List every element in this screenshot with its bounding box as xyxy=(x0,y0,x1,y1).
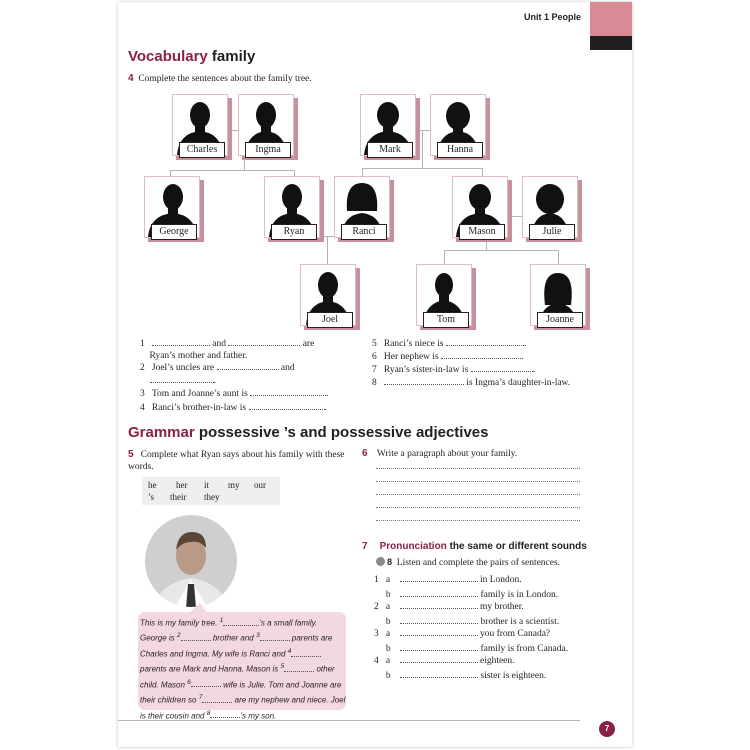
person-tom xyxy=(416,264,472,326)
unit-title: Unit 1 People xyxy=(524,12,582,22)
vocab-item-8: 8 is Ingma’s daughter-in-law. xyxy=(372,378,571,388)
name-ryan: Ryan xyxy=(271,224,317,240)
answer-blank[interactable] xyxy=(152,337,210,346)
answer-blank[interactable] xyxy=(400,627,478,636)
name-joel: Joel xyxy=(307,312,353,328)
vocab-item-4: 4 Ranci’s brother-in-law is . xyxy=(140,403,327,413)
name-tom: Tom xyxy=(423,312,469,328)
word-box-item: he xyxy=(148,480,157,490)
grammar-heading-rest: possessive ’s and possessive adjectives xyxy=(194,424,489,441)
answer-blank[interactable] xyxy=(217,361,279,370)
person-ryan xyxy=(264,176,320,238)
answer-blank[interactable] xyxy=(400,654,478,663)
answer-blank[interactable] xyxy=(400,600,478,609)
grammar-heading-highlight: Grammar xyxy=(128,424,195,441)
person-mark xyxy=(360,94,416,156)
word-box-item: my xyxy=(228,480,240,490)
grammar-q5-instruction: Complete what Ryan says about his family with these words. xyxy=(128,450,345,472)
person-julie xyxy=(522,176,578,238)
writing-line[interactable] xyxy=(376,520,580,521)
pronunciation-pair-4: 4 a eighteen. b sister is eighteen. xyxy=(374,656,547,681)
word-box xyxy=(142,477,280,505)
word-box-item: it xyxy=(204,480,210,490)
person-mason xyxy=(452,176,508,238)
answer-blank[interactable] xyxy=(400,573,478,582)
name-george: George xyxy=(151,224,197,240)
vocabulary-heading xyxy=(128,48,255,65)
word-box-item: their xyxy=(170,492,187,502)
vocab-item-1: 1 and are Ryan’s mother and father. xyxy=(140,339,315,361)
footer-rule xyxy=(118,720,580,721)
vocab-item-2: 2 Joel’s uncles are and . xyxy=(140,363,295,386)
answer-blank[interactable] xyxy=(384,376,464,385)
grammar-q6-instruction: Write a paragraph about your family. xyxy=(376,449,518,459)
pronunciation-pair-1: 1 a in London. b family is in London. xyxy=(374,575,559,600)
vocab-instruction xyxy=(128,73,312,85)
person-hanna xyxy=(430,94,486,156)
answer-blank[interactable] xyxy=(400,669,478,678)
speech-bubble-tail xyxy=(188,603,208,614)
answer-blank[interactable] xyxy=(210,709,240,718)
word-box-item: they xyxy=(204,492,220,502)
vocabulary-heading-highlight: Vocabulary xyxy=(128,48,208,65)
writing-line[interactable] xyxy=(376,481,580,482)
answer-blank[interactable] xyxy=(202,694,232,703)
answer-blank[interactable] xyxy=(228,337,300,346)
vocab-item-7: 7 Ryan’s sister-in-law is . xyxy=(372,365,536,375)
header-color-block xyxy=(590,2,632,36)
answer-blank[interactable] xyxy=(284,663,314,672)
pronunciation-pair-2: 2 a my brother. b brother is a scientist. xyxy=(374,602,560,627)
answer-blank[interactable] xyxy=(260,632,290,641)
name-ranci: Ranci xyxy=(341,224,387,240)
answer-blank[interactable] xyxy=(400,615,478,624)
vocab-item-6: 6 Her nephew is . xyxy=(372,352,524,362)
answer-blank[interactable] xyxy=(471,363,533,372)
pronunciation-pair-3: 3 a you from Canada? b family is from Canada. xyxy=(374,629,569,654)
word-box-item: ’s xyxy=(148,492,155,502)
name-charles: Charles xyxy=(179,142,225,158)
vocabulary-heading-rest: family xyxy=(207,48,256,65)
answer-blank[interactable] xyxy=(191,678,221,687)
answer-blank[interactable] xyxy=(291,648,321,657)
name-julie: Julie xyxy=(529,224,575,240)
grammar-q5: 5 Complete what Ryan says about his family with these words. xyxy=(128,449,345,472)
answer-blank[interactable] xyxy=(441,350,521,359)
ryan-paragraph: This is my family tree. $^1$ ’s a small family. George is $^2$ brother and $^3$ parents are Charles and Ingma. My wife is Ranci and $^4$ parents are Mark and Hanna. Mason is $^5$ other child. Mason $^6$ wife is Julie. Tom and Joanne are their children so $^7$ are my nephew and niece. Joel is their cousin and $^8$ ’s my son. xyxy=(140,617,346,721)
vocab-question-number: 4 xyxy=(128,73,134,84)
person-joel xyxy=(300,264,356,326)
name-joanne: Joanne xyxy=(537,312,583,328)
vocab-instruction-text: Complete the sentences about the family tree. xyxy=(138,74,312,84)
person-charles xyxy=(172,94,228,156)
answer-blank[interactable] xyxy=(250,387,326,396)
answer-blank[interactable] xyxy=(400,642,478,651)
name-mason: Mason xyxy=(459,224,505,240)
vocab-item-5: 5 Ranci’s niece is . xyxy=(372,339,527,349)
word-box-item: her xyxy=(176,480,188,490)
pronunciation-heading: 7 Pronunciation the same or different sounds xyxy=(362,541,587,552)
answer-blank[interactable] xyxy=(181,632,211,641)
name-mark: Mark xyxy=(367,142,413,158)
answer-blank[interactable] xyxy=(150,374,214,383)
pronunciation-instruction: 8 Listen and complete the pairs of sentences. xyxy=(376,556,596,569)
writing-line[interactable] xyxy=(376,507,580,508)
answer-blank[interactable] xyxy=(223,617,259,626)
vocab-item-3: 3 Tom and Joanne’s aunt is . xyxy=(140,389,329,399)
grammar-q6: 6 Write a paragraph about your family. xyxy=(362,448,518,459)
answer-blank[interactable] xyxy=(249,401,325,410)
writing-line[interactable] xyxy=(376,494,580,495)
person-ranci xyxy=(334,176,390,238)
ryan-portrait-photo xyxy=(144,514,238,608)
answer-blank[interactable] xyxy=(446,337,524,346)
writing-line[interactable] xyxy=(376,468,580,469)
workbook-page xyxy=(118,2,632,747)
header-dark-bar xyxy=(590,36,632,50)
page-number: 7 xyxy=(599,721,615,737)
person-george xyxy=(144,176,200,238)
person-ingma xyxy=(238,94,294,156)
answer-blank[interactable] xyxy=(400,588,478,597)
person-joanne xyxy=(530,264,586,326)
grammar-heading xyxy=(128,424,489,441)
name-hanna: Hanna xyxy=(437,142,483,158)
audio-speaker-icon[interactable] xyxy=(376,557,385,566)
name-ingma: Ingma xyxy=(245,142,291,158)
word-box-item: our xyxy=(254,480,266,490)
